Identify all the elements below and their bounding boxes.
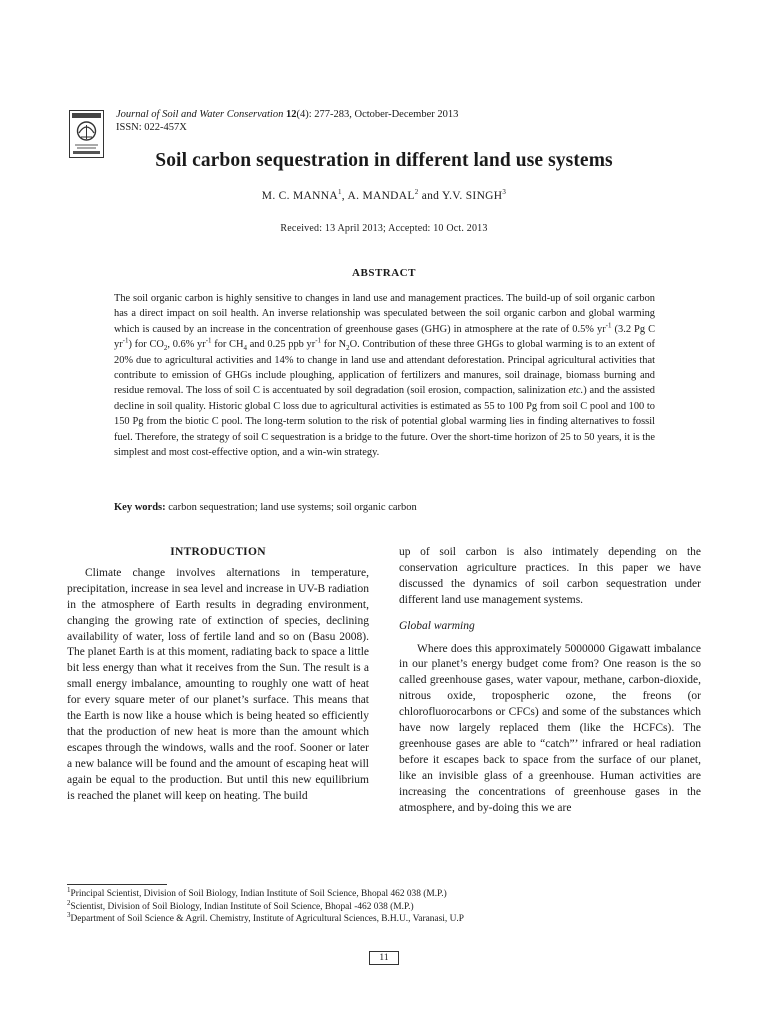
footnote: $^1$Principal Scientist, Division of Soil Biology, Indian Institute of Soil Science, Bhopal 462 038 (M.P.) bbox=[67, 885, 447, 899]
keywords-label: Key words: bbox=[114, 502, 166, 513]
introduction-paragraph-continued: up of soil carbon is also intimately depending on the conservation agriculture practices. In this paper we have discussed the dynamics of soil carbon sequestration under different land use management systems. bbox=[399, 546, 701, 606]
author-name: M. C. MANNA bbox=[261, 190, 338, 202]
journal-issue-pages-date: (4): 277-283, October-December 2013 bbox=[296, 109, 459, 120]
journal-volume: 12 bbox=[285, 109, 297, 120]
author-separator: and bbox=[418, 190, 442, 202]
introduction-paragraph: Climate change involves alternations in temperature, precipitation, increase in sea level and increase in UV-B radiation in the atmosphere of Earth results in degrading environment, changing the growing rate of extinction of species, declining availability of water, loss of fertile land and so on (Basu 2008). The planet Earth is at this moment, radiating back to space a little bit less energy than what it receives from the Sun. The result is a small energy imbalance, amounting to roughly one watt of heat for every square meter of our planet’s surface. This means that the Earth is now like a house which is being heated so efficiently that the production of new heat is more than the amount which escapes through the windows, walls and the roof. Sooner or later a new balance will be found and the amount of escaping heat will again be equal to the production. But until this new equilibrium is reached the planet will keep on heating. The build bbox=[67, 566, 369, 802]
author-affiliation-mark: 3 bbox=[502, 188, 507, 197]
journal-header bbox=[116, 108, 458, 134]
paper-title: Soil carbon sequestration in different land use systems bbox=[155, 150, 613, 171]
author-name: Y.V. SINGH bbox=[441, 190, 503, 202]
abstract-heading: ABSTRACT bbox=[352, 267, 416, 279]
abstract-text: The soil organic carbon is highly sensitive to changes in land use and management practices. The build-up of soil organic carbon has a direct impact on soil health. An inverse relationship was speculated between the soil organic carbon and global warming which is caused by an increase in the concentration of greenhouse gases (GHG) in atmosphere at the rate of 0.5% $yr^{-1}$ (3.2 Pg C $yr^{-1}$) for $CO_2$, 0.6% $yr^{-1}$ for $CH_4$ and 0.25 ppb $yr^{-1}$ for $N_2O$. Contribution of these three GHGs to global warming is to an extent of 20% due to agricultural activities and 14% to change in land use and attendant deforestation. Principal agricultural activities that contribute to emission of GHGs include ploughing, application of fertilizers and manures, soil drainage, biomass burning and residue removal. The loss of soil C is accentuated by soil degradation (soil erosion, compaction, salinization etc.) and the assisted decline in soil quality. Historic global C loss due to agricultural activities is estimated as 55 to 100 Pg from soil C pool and 100 to 150 Pg from the biotic C pool. The long-term solution to the risk of potential global warming lies in finding alternatives to fossil fuel. Therefore, the strategy of soil C sequestration is a bridge to the future. Over the short-time horizon of 25 to 50 years, it is the simplest and most cost-effective option, and a win-win strategy. bbox=[114, 293, 656, 459]
page-number: 11 bbox=[369, 951, 399, 965]
received-accepted-dates: Received: 13 April 2013; Accepted: 10 Oct. 2013 bbox=[280, 223, 488, 234]
author-separator: , bbox=[341, 190, 348, 202]
keywords bbox=[114, 501, 655, 515]
footnote-divider bbox=[67, 884, 167, 885]
footnotes bbox=[67, 885, 707, 926]
author-affiliation-mark: 1 bbox=[337, 188, 342, 197]
journal-name: Journal of Soil and Water Conservation bbox=[116, 109, 284, 120]
journal-issn: ISSN: 022-457X bbox=[116, 122, 187, 133]
global-warming-heading: Global warming bbox=[399, 619, 475, 632]
introduction-heading: INTRODUCTION bbox=[170, 546, 266, 558]
keywords-text: carbon sequestration; land use systems; soil organic carbon bbox=[165, 502, 417, 513]
left-column bbox=[67, 545, 369, 805]
footnote: $^2$Scientist, Division of Soil Biology, Indian Institute of Soil Science, Bhopal -462 038 (M.P.) bbox=[67, 898, 414, 912]
global-warming-paragraph: Where does this approximately 5000000 Gigawatt imbalance in our planet’s energy budget come from? One reason is the so called greenhouse gases, water vapour, methane, carbon-dioxide, nitrous oxide, tropospheric ozone, the freons (or chlorofluorocarbons or CFCs) and some of the substances which have now largely replaced them (like the HCFCs). The greenhouse gases are able to “catch”’ infrared or heal radiation before it escapes back to space from the surface of our planet, like an invisible glass of a greenhouse. Human activities are increasing the concentrations of greenhouse gases in the atmosphere, and by-doing this we are bbox=[399, 642, 701, 814]
author-affiliation-mark: 2 bbox=[414, 188, 419, 197]
right-column bbox=[399, 545, 701, 817]
footnote: $^3$Department of Soil Science & Agril. Chemistry, Institute of Agricultural Sciences, B.H.U., Varanasi, U.P bbox=[67, 910, 464, 924]
author-name: A. MANDAL bbox=[347, 190, 415, 202]
journal-citation bbox=[116, 108, 458, 121]
author-list bbox=[0, 190, 768, 202]
